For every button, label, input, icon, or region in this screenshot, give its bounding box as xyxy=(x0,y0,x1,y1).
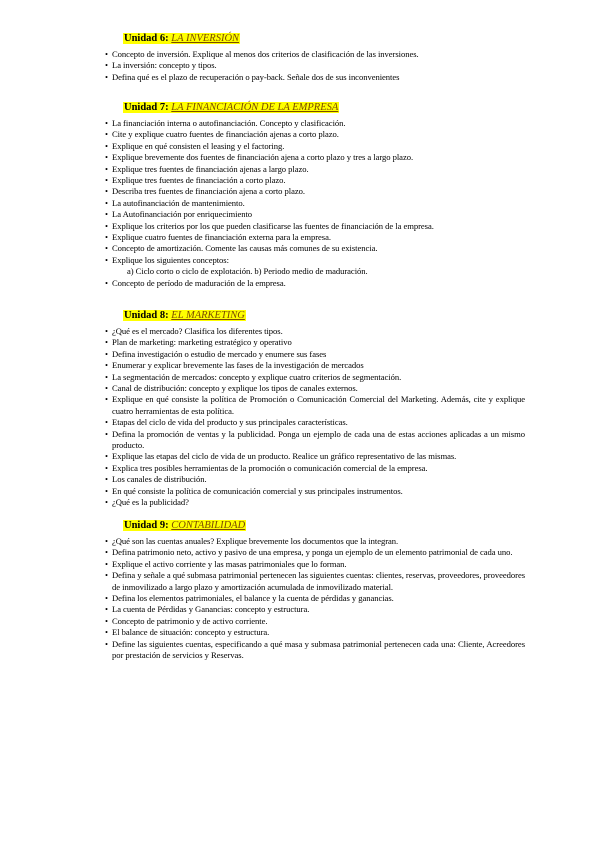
question-list xyxy=(105,326,525,509)
list-item: • Defina y señale a qué submasa patrimonial pertenecen las siguientes cuentas: clientes, reservas, proveedores, proveedores de inmovilizado a largo plazo y amortización acumulada de inmovilizado material. xyxy=(105,570,525,592)
unit-title: LA INVERSIÓN xyxy=(171,33,240,44)
unit-label: Unidad 8 xyxy=(124,310,166,321)
question-list xyxy=(105,118,525,289)
list-item: • La autofinanciación de mantenimiento. xyxy=(105,197,245,208)
list-item: • Etapas del ciclo de vida del producto y sus principales características. xyxy=(105,417,348,428)
list-item: • ¿Qué es el mercado? Clasifica los diferentes tipos. xyxy=(105,326,283,336)
list-item: • Defina qué es el plazo de recuperación o pay-back. Señale dos de sus inconvenientes xyxy=(105,71,400,82)
list-item: • El balance de situación: concepto y estructura. xyxy=(105,627,270,638)
list-item: • Concepto de inversión. Explique al menos dos criterios de clasificación de las inversiones. xyxy=(105,49,419,59)
list-item: • Concepto de amortización. Comente las causas más comunes de su existencia. xyxy=(105,243,378,254)
list-item: • Concepto de período de maduración de la empresa. xyxy=(105,277,286,288)
question-list xyxy=(105,536,525,661)
unit-label: Unidad 9 xyxy=(124,520,166,531)
unit-label: Unidad 7 xyxy=(124,102,166,113)
unit-heading: Unidad 8: EL MARKETING xyxy=(124,310,245,321)
list-item: • Explique tres fuentes de financiación a corto plazo. xyxy=(105,175,286,186)
question-list xyxy=(105,49,525,83)
list-item: • ¿Qué es la publicidad? xyxy=(105,497,189,508)
list-item: • Describa tres fuentes de financiación ajena a corto plazo. xyxy=(105,186,305,197)
list-item: • Explique brevemente dos fuentes de financiación ajena a corto plazo y tres a largo plazo. xyxy=(105,152,414,163)
unit-7-section xyxy=(105,101,525,289)
list-item: • Explique el activo corriente y las masas patrimoniales que lo forman. xyxy=(105,558,347,569)
list-subitem: a) Ciclo corto o ciclo de explotación. b) Periodo medio de maduración. xyxy=(127,266,368,277)
list-item: • Explique las etapas del ciclo de vida de un producto. Realice un gráfico representativo de las mismas. xyxy=(105,451,457,462)
list-item: • Los canales de distribución. xyxy=(105,474,207,485)
list-item: • Explique cuatro fuentes de financiación externa para la empresa. xyxy=(105,232,331,243)
list-item: • Defina los elementos patrimoniales, el balance y la cuenta de pérdidas y ganancias. xyxy=(105,593,394,604)
list-item: • La cuenta de Pérdidas y Ganancias: concepto y estructura. xyxy=(105,604,310,615)
unit-heading: Unidad 7: LA FINANCIACIÓN DE LA EMPRESA xyxy=(124,102,339,113)
unit-label: Unidad 6 xyxy=(124,33,166,44)
list-item: • Explique en qué consisten el leasing y el factoring. xyxy=(105,140,285,151)
list-item: • Define las siguientes cuentas, especificando a qué masa y submasa patrimonial pertenecen cada una: Cliente, Acreedores por prestación de servicios y Reservas. xyxy=(105,638,525,661)
list-item: • Explique los criterios por los que pueden clasificarse las fuentes de financiación de la empresa. xyxy=(105,220,434,231)
unit-8-section xyxy=(105,309,525,509)
unit-9-section xyxy=(105,519,525,661)
list-item: • La inversión: concepto y tipos. xyxy=(105,60,217,71)
list-item: • ¿Qué son las cuentas anuales? Explique brevemente los documentos que la integran. xyxy=(105,536,399,546)
list-item: • Canal de distribución: concepto y explique los tipos de canales externos. xyxy=(105,383,358,394)
list-item: • Cite y explique cuatro fuentes de financiación ajenas a corto plazo. xyxy=(105,129,339,140)
list-item: • Explique en qué consiste la política de Promoción o Comunicación Comercial del Marketing. Además, cite y explique cuatro herramientas de esta política. xyxy=(105,394,525,416)
list-item: • Defina investigación o estudio de mercado y enumere sus fases xyxy=(105,348,327,359)
list-item: • Enumerar y explicar brevemente las fases de la investigación de mercados xyxy=(105,360,364,371)
unit-heading: Unidad 6: LA INVERSIÓN xyxy=(124,33,240,44)
unit-title: EL MARKETING xyxy=(171,310,245,321)
list-item: • Explique los siguientes conceptos: xyxy=(105,254,229,265)
unit-6-section xyxy=(105,32,525,83)
list-item: • Defina la promoción de ventas y la publicidad. Ponga un ejemplo de cada una de estas acciones aplicadas a un mismo producto. xyxy=(105,428,525,451)
list-item: • Concepto de patrimonio y de activo corriente. xyxy=(105,615,268,626)
unit-title: LA FINANCIACIÓN DE LA EMPRESA xyxy=(171,102,339,113)
list-item: • La segmentación de mercados: concepto y explique cuatro criterios de segmentación. xyxy=(105,371,402,382)
unit-heading: Unidad 9: CONTABILIDAD xyxy=(124,520,246,531)
list-item: • La financiación interna o autofinanciación. Concepto y clasificación. xyxy=(105,118,346,128)
list-item: • La Autofinanciación por enriquecimiento xyxy=(105,209,253,220)
list-item: • Explique tres fuentes de financiación ajenas a largo plazo. xyxy=(105,163,309,174)
list-item: • Defina patrimonio neto, activo y pasivo de una empresa, y ponga un ejemplo de un elemento patrimonial de cada uno. xyxy=(105,547,513,558)
list-item: • En qué consiste la política de comunicación comercial y sus principales instrumentos. xyxy=(105,485,403,496)
list-item: • Plan de marketing: marketing estratégico y operativo xyxy=(105,337,292,348)
unit-title: CONTABILIDAD xyxy=(171,520,246,531)
list-item: • Explica tres posibles herramientas de la promoción o comunicación comercial de la empresa. xyxy=(105,462,428,473)
